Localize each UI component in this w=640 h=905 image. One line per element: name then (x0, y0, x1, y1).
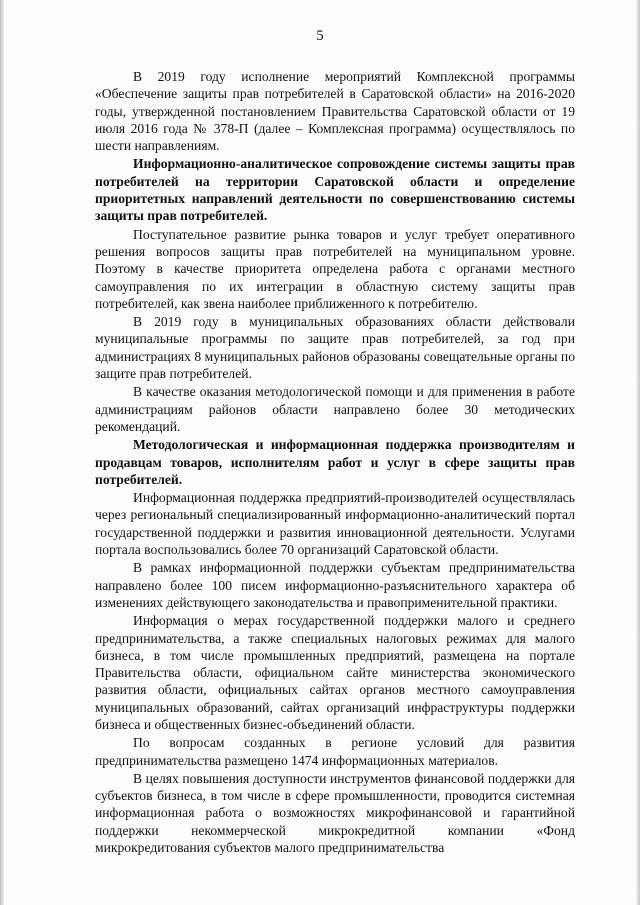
scan-edge-left (0, 0, 4, 905)
scan-edge-right (636, 0, 640, 905)
paragraph-program-intro: В 2019 году исполнение мероприятий Комплексной программы «Обеспечение защиты прав потребителей в Саратовской области» на 2016-2020 годы, утвержденной постановлением Правительства Саратовской области от 19 июля 2016 года № 378-П (далее – Комплексная программа) осуществлялось по шести направлениям. (95, 69, 575, 154)
document-body (95, 68, 575, 856)
paragraph-financial-support: В целях повышения доступности инструментов финансовой поддержки для субъектов бизнеса, в том числе в сфере промышленности, проводится системная информационная работа о возможностях микрофинансовой и гарантийной поддержки некоммерческой микрокредитной компании «Фонд микрокредитования субъектов малого предпринимательства (95, 770, 575, 856)
page-number: 5 (316, 28, 324, 44)
section-heading-analytics: Информационно-аналитическое сопровождение системы защиты прав потребителей на территории Саратовской области и определение приоритетных направлений деятельности по совершенствованию системы защиты прав потребителей. (95, 156, 575, 224)
paragraph-municipal-programs: В 2019 году в муниципальных образованиях области действовали муниципальные программы по защите прав потребителей, за год при администрациях 8 муниципальных районов образованы совещательные органы по защите прав потребителей. (95, 314, 575, 382)
paragraph-letters: В рамках информационной поддержки субъектам предпринимательства направлено более 100 писем информационно-разъяснительного характера об изменениях действующего законодательства и правоприменительной практики. (95, 560, 575, 610)
section-heading-support: Методологическая и информационная поддержка производителям и продавцам товаров, исполнителям работ и услуг в сфере защиты прав потребителей. (95, 437, 575, 487)
paragraph-market-development: Поступательное развитие рынка товаров и услуг требует оперативного решения вопросов защиты прав потребителей на муниципальном уровне. Поэтому в качестве приоритета определена работа с органами местного самоуправления по их интеграции в областную систему защиты прав потребителей, как звена наиболее приближенного к потребителю. (95, 226, 575, 311)
paragraph-methodical-help: В качестве оказания методологической помощи и для применения в работе администрациям районов области направлено более 30 методических рекомендаций. (95, 384, 575, 434)
paragraph-materials-count: По вопросам созданных в регионе условий для развития предпринимательства размещено 1474 информационных материалов. (95, 735, 575, 768)
paragraph-portal-support: Информационная поддержка предприятий-производителей осуществлялась через региональный специализированный информационно-аналитический портал государственной поддержки и развития инновационной деятельности. Услугами портала воспользовались более 70 организаций Саратовской области. (95, 490, 575, 558)
paragraph-state-support-info: Информация о мерах государственной поддержки малого и среднего предпринимательства, а также специальных налоговых режимах для малого бизнеса, в том числе промышленных предприятий, размещена на портале Правительства области, официальном сайте министерства экономического развития области, официальных сайтах органов местного самоуправления муниципальных образований, сайтах организаций инфраструктуры поддержки бизнеса и общественных бизнес-объединений области. (95, 613, 575, 732)
